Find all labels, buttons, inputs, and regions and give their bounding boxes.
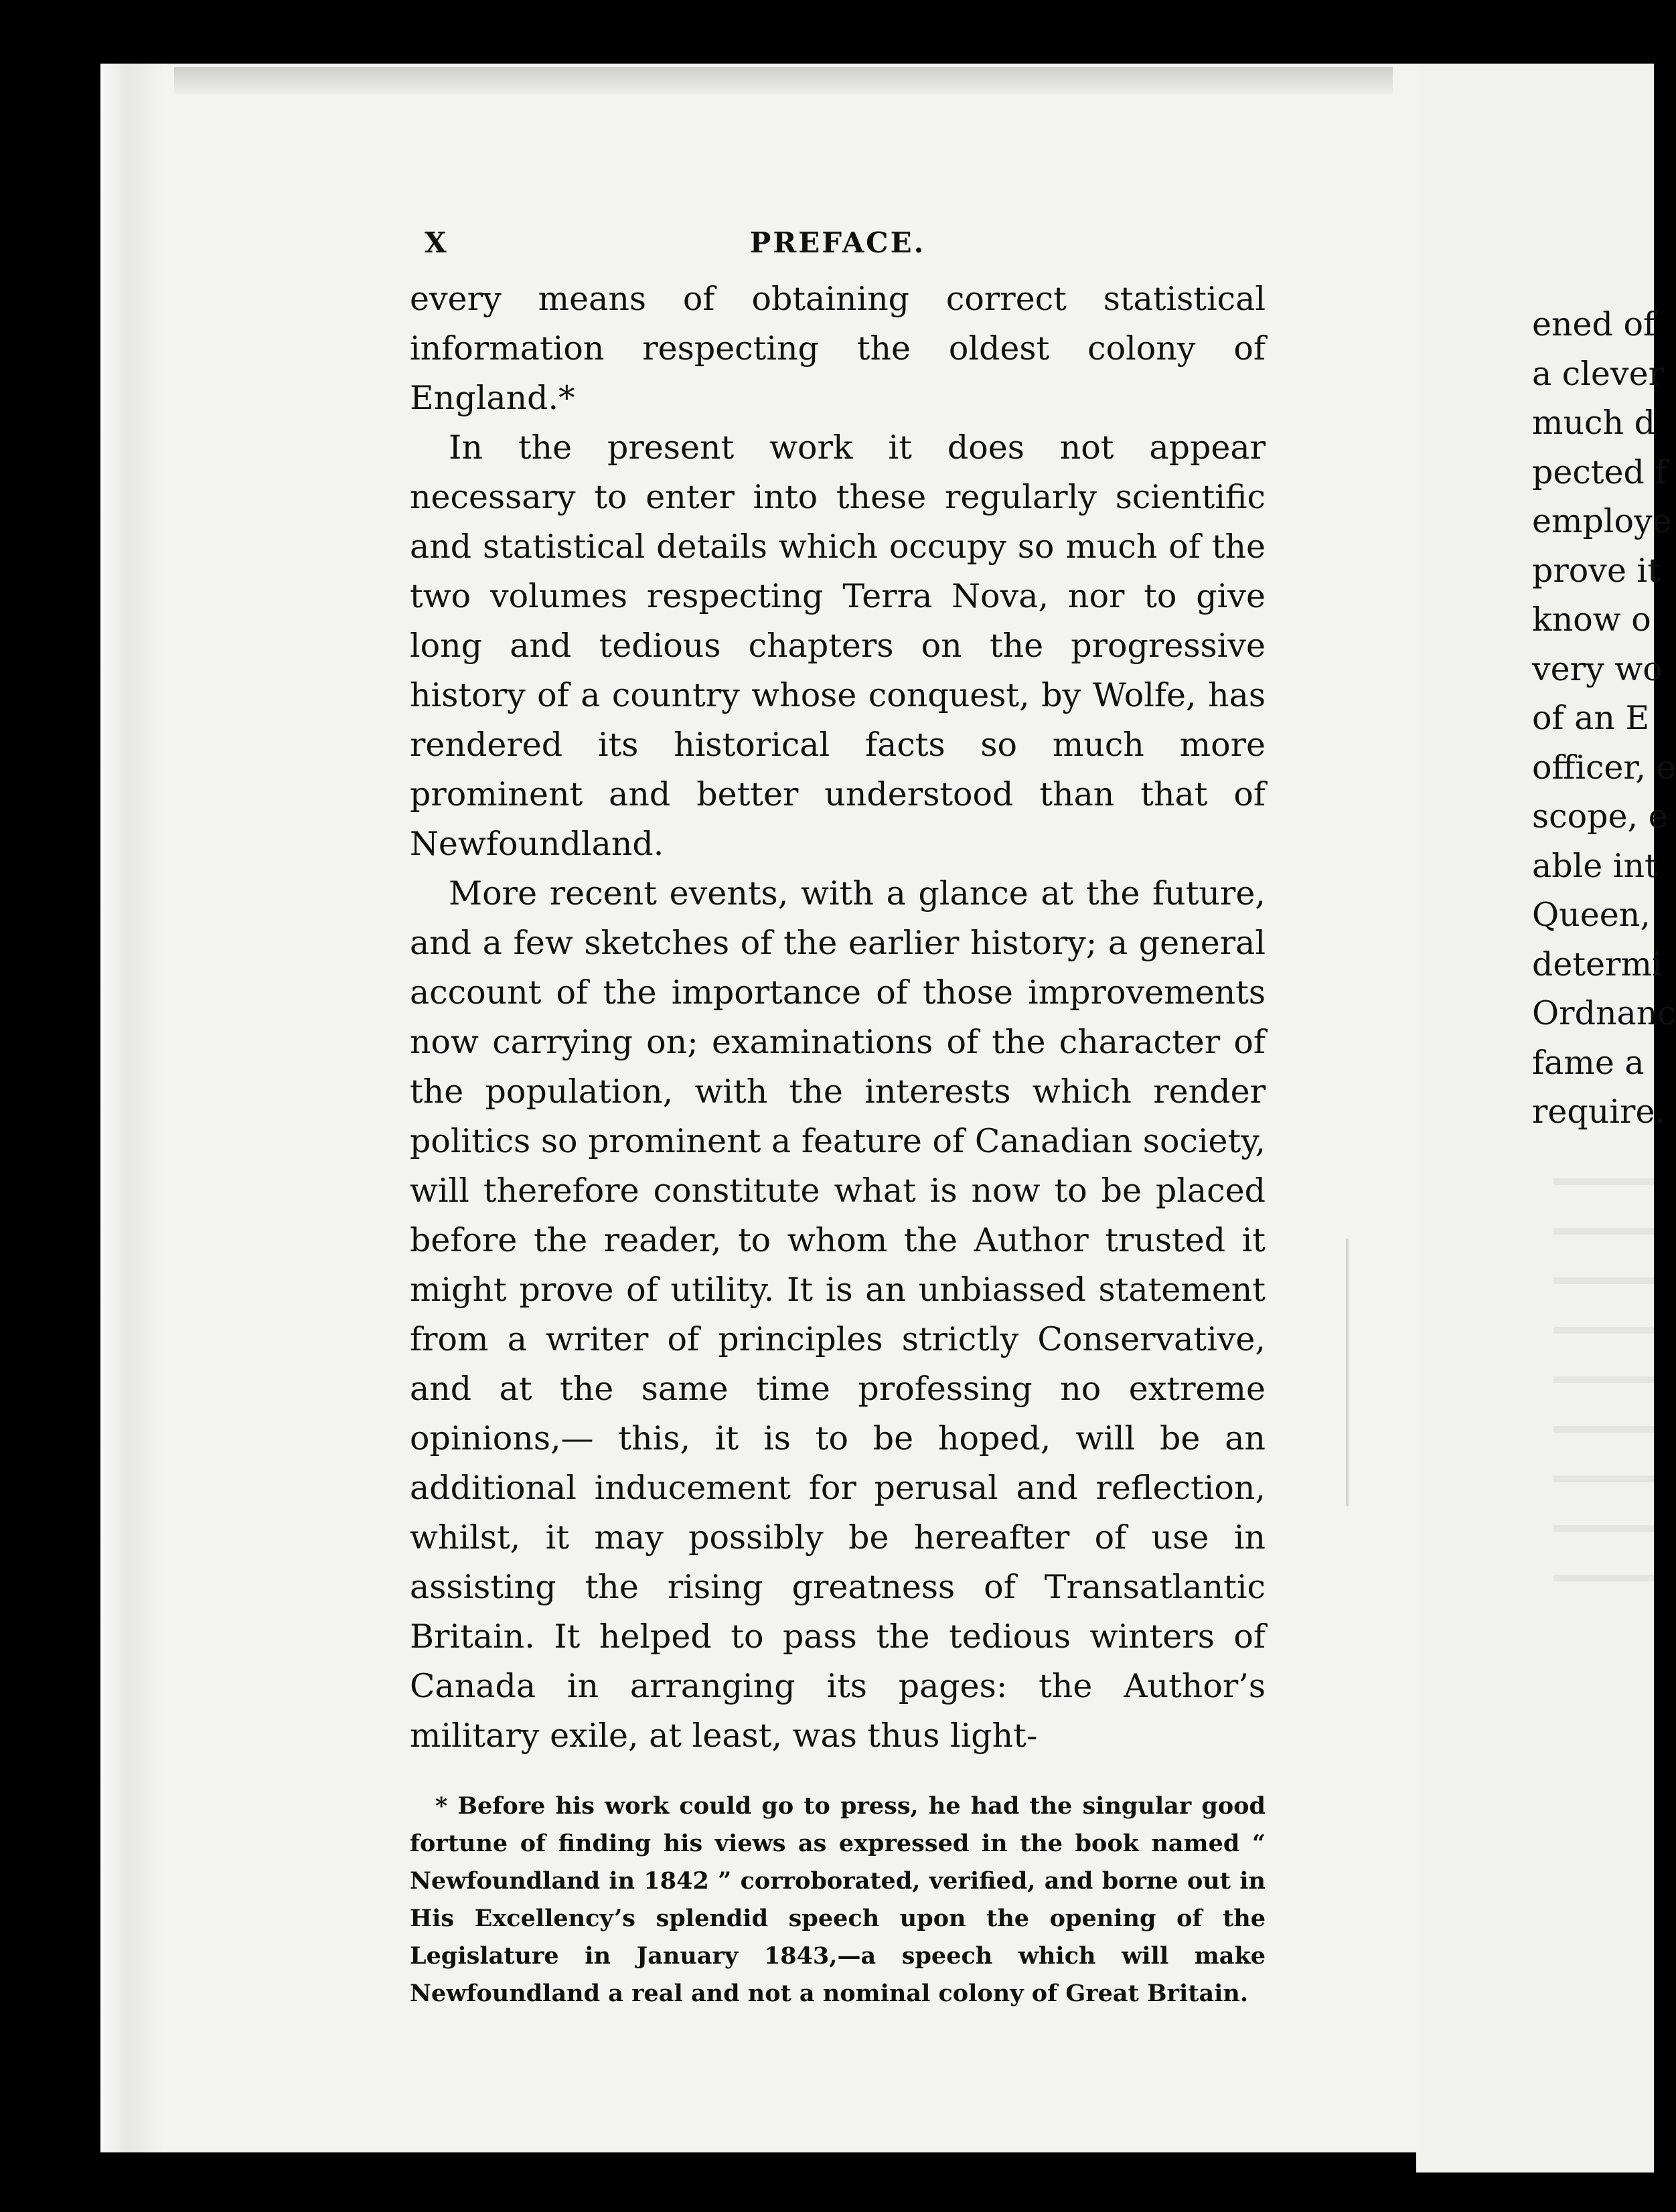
paragraph-continuation: every means of obtaining correct statistical information respecting the oldest colony of England.* bbox=[410, 280, 1266, 417]
right-line: prove it bbox=[1532, 551, 1661, 590]
right-line: Ordnanc bbox=[1532, 994, 1676, 1032]
right-line: of an E bbox=[1532, 699, 1650, 737]
right-line: determi bbox=[1532, 945, 1663, 983]
right-line: require. bbox=[1532, 1093, 1666, 1131]
right-line: scope, e bbox=[1532, 797, 1668, 836]
left-page-content bbox=[410, 221, 1266, 2012]
page-number: X bbox=[425, 226, 448, 259]
right-line: pected f bbox=[1532, 453, 1667, 491]
right-line: Queen, bbox=[1532, 896, 1651, 934]
right-line: much d bbox=[1532, 404, 1655, 442]
page-top-shadow bbox=[174, 67, 1393, 94]
right-line: very wo bbox=[1532, 649, 1663, 688]
right-line: fame a bbox=[1532, 1043, 1645, 1082]
right-line: ened of bbox=[1532, 305, 1656, 343]
running-header bbox=[410, 221, 1266, 274]
right-line: officer, e bbox=[1532, 748, 1676, 787]
right-line: able int bbox=[1532, 846, 1658, 885]
paragraph: In the present work it does not appear necessary to enter into these regularly scientific and statistical details which occupy so much of the two volumes respecting Terra Nova, nor to give long and tedious chapters on the progressive history of a country whose conquest, by Wolfe, has rendered its historical facts so much more prominent and better understood than that of Newfoundland. bbox=[410, 428, 1266, 863]
page-title: PREFACE. bbox=[749, 226, 926, 259]
right-line: know o bbox=[1532, 601, 1651, 639]
bleed-through-text bbox=[1553, 1145, 1654, 1613]
right-page-text bbox=[1532, 300, 1676, 1137]
paragraph: More recent events, with a glance at the future, and a few sketches of the earlier history; a general account of the importance of those improvements now carrying on; examinations of the character of the population, with the interests which render politics so prominent a feature of Canadian society, will therefore constitute what is now to be placed before the reader, to whom the Author trusted it might prove of utility. It is an unbiassed statement from a writer of principles strictly Conservative, and at the same time professing no extreme opinions,— this, it is to be hoped, will be an additional inducement for perusal and reflection, whilst, it may possibly be hereafter of use in assisting the rising greatness of Transatlantic Britain. It helped to pass the tedious winters of Canada in arranging its pages: the Author’s military exile, at least, was thus light- bbox=[410, 874, 1266, 1755]
page-crease bbox=[1346, 1239, 1349, 1506]
footnote: * Before his work could go to press, he had the singular good fortune of finding his views as expressed in the book named “ Newfoundland in 1842 ” corroborated, verified, and borne out in His Excellency’s splendid speech upon the opening of the Legislature in January 1843,—a speech which will make Newfoundland a real and not a nominal colony of Great Britain. bbox=[410, 1792, 1266, 2007]
right-line: employe bbox=[1532, 502, 1672, 540]
right-line: a clever bbox=[1532, 354, 1665, 393]
page-edge bbox=[100, 64, 167, 2152]
